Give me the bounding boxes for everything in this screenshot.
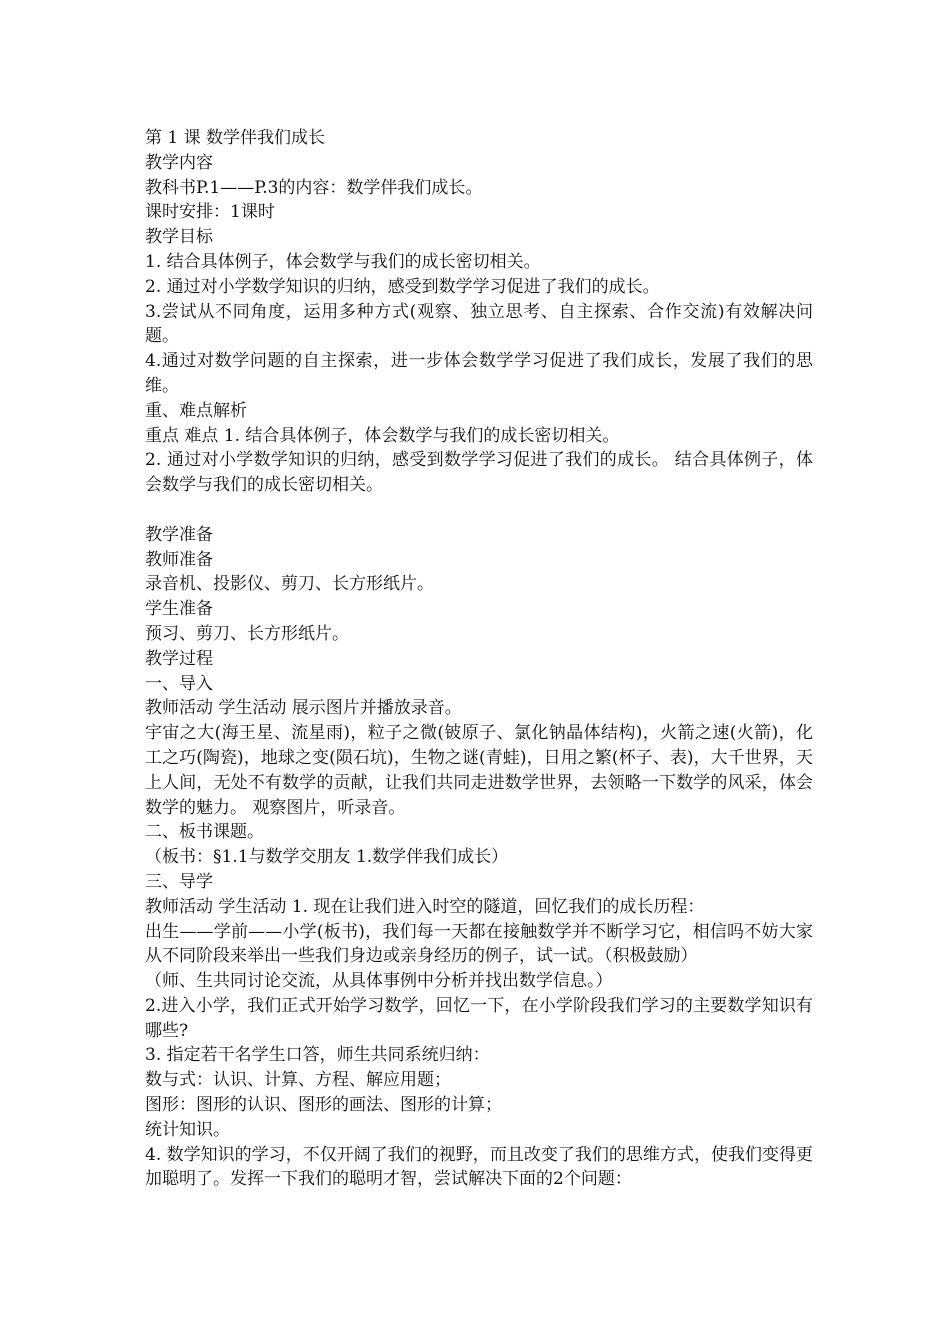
paragraph: 2. 通过对小学数学知识的归纳，感受到数学学习促进了我们的成长。 结合具体例子，体会数学与我们的成长密切相关。 [145,450,813,496]
goal-item: 3.尝试从不同角度，运用多种方式(观察、独立思考、自主探索、合作交流)有效解决问题。 [145,301,813,347]
document-body [145,126,813,1192]
paragraph: 宇宙之大(海王星、流星雨)，粒子之微(铍原子、氯化钠晶体结构)，火箭之速(火箭)，化工之巧(陶瓷)，地球之变(陨石坑)，生物之谜(青蛙)，日用之繁(杯子、表)，大千世界，天上人间，无处不有数学的贡献，让我们共同走进数学世界，去领略一下数学的风采，体会数学的魅力。 观察图片，听录音。 [145,723,813,818]
subheading: 学生准备 [145,599,213,620]
paragraph: 图形：图形的认识、图形的画法、图形的计算； [145,1095,502,1116]
paragraph: 预习、剪刀、长方形纸片。 [145,623,349,644]
blank-line [145,498,813,523]
paragraph: （师、生共同讨论交流，从具体事例中分析并找出数学信息。） [145,971,613,992]
paragraph: 出生——学前——小学(板书)，我们每一天都在接触数学并不断学习它，相信吗不妨大家从不同阶段来举出一些我们身边或亲身经历的例子，试一试。（积极鼓励） [145,921,813,967]
paragraph: 课时安排：1课时 [145,202,275,223]
section-heading-key-points: 重、难点解析 [145,400,247,421]
paragraph: 统计知识。 [145,1119,230,1140]
subheading: 二、板书课题。 [145,822,264,843]
paragraph: 4. 数学知识的学习，不仅开阔了我们的视野，而且改变了我们的思维方式，使我们变得更加聪明了。发挥一下我们的聪明才智，尝试解决下面的2个问题： [145,1144,813,1190]
section-heading-preparation: 教学准备 [145,524,213,545]
paragraph: 3. 指定若干名学生口答，师生共同系统归纳： [145,1045,490,1066]
goal-item: 1. 结合具体例子，体会数学与我们的成长密切相关。 [145,251,541,272]
paragraph: 教师活动 学生活动 展示图片并播放录音。 [145,698,462,719]
paragraph: 2.进入小学，我们正式开始学习数学，回忆一下，在小学阶段我们学习的主要数学知识有哪些? [145,995,813,1041]
paragraph: 教科书P.1——P.3的内容：数学伴我们成长。 [145,177,483,198]
section-heading-content: 教学内容 [145,152,213,173]
section-heading-process: 教学过程 [145,648,213,669]
paragraph: 录音机、投影仪、剪刀、长方形纸片。 [145,574,434,595]
goal-item: 4.通过对数学问题的自主探索，进一步体会数学学习促进了我们成长，发展了我们的思维。 [145,351,813,396]
paragraph: 重点 难点 1. 结合具体例子，体会数学与我们的成长密切相关。 [145,425,620,446]
paragraph: 教师活动 学生活动 1. 现在让我们进入时空的隧道，回忆我们的成长历程： [145,896,705,917]
goal-item: 2. 通过对小学数学知识的归纳，感受到数学学习促进了我们的成长。 [145,276,660,297]
subheading: 一、导入 [145,673,213,694]
paragraph: 数与式：认识、计算、方程、解应用题； [145,1070,451,1091]
subheading: 教师准备 [145,549,213,570]
paragraph: （板书：§1.1与数学交朋友 1.数学伴我们成长） [145,847,509,868]
lesson-title: 第 1 课 数学伴我们成长 [145,128,326,148]
subheading: 三、导学 [145,871,213,892]
section-heading-goals: 教学目标 [145,227,213,248]
